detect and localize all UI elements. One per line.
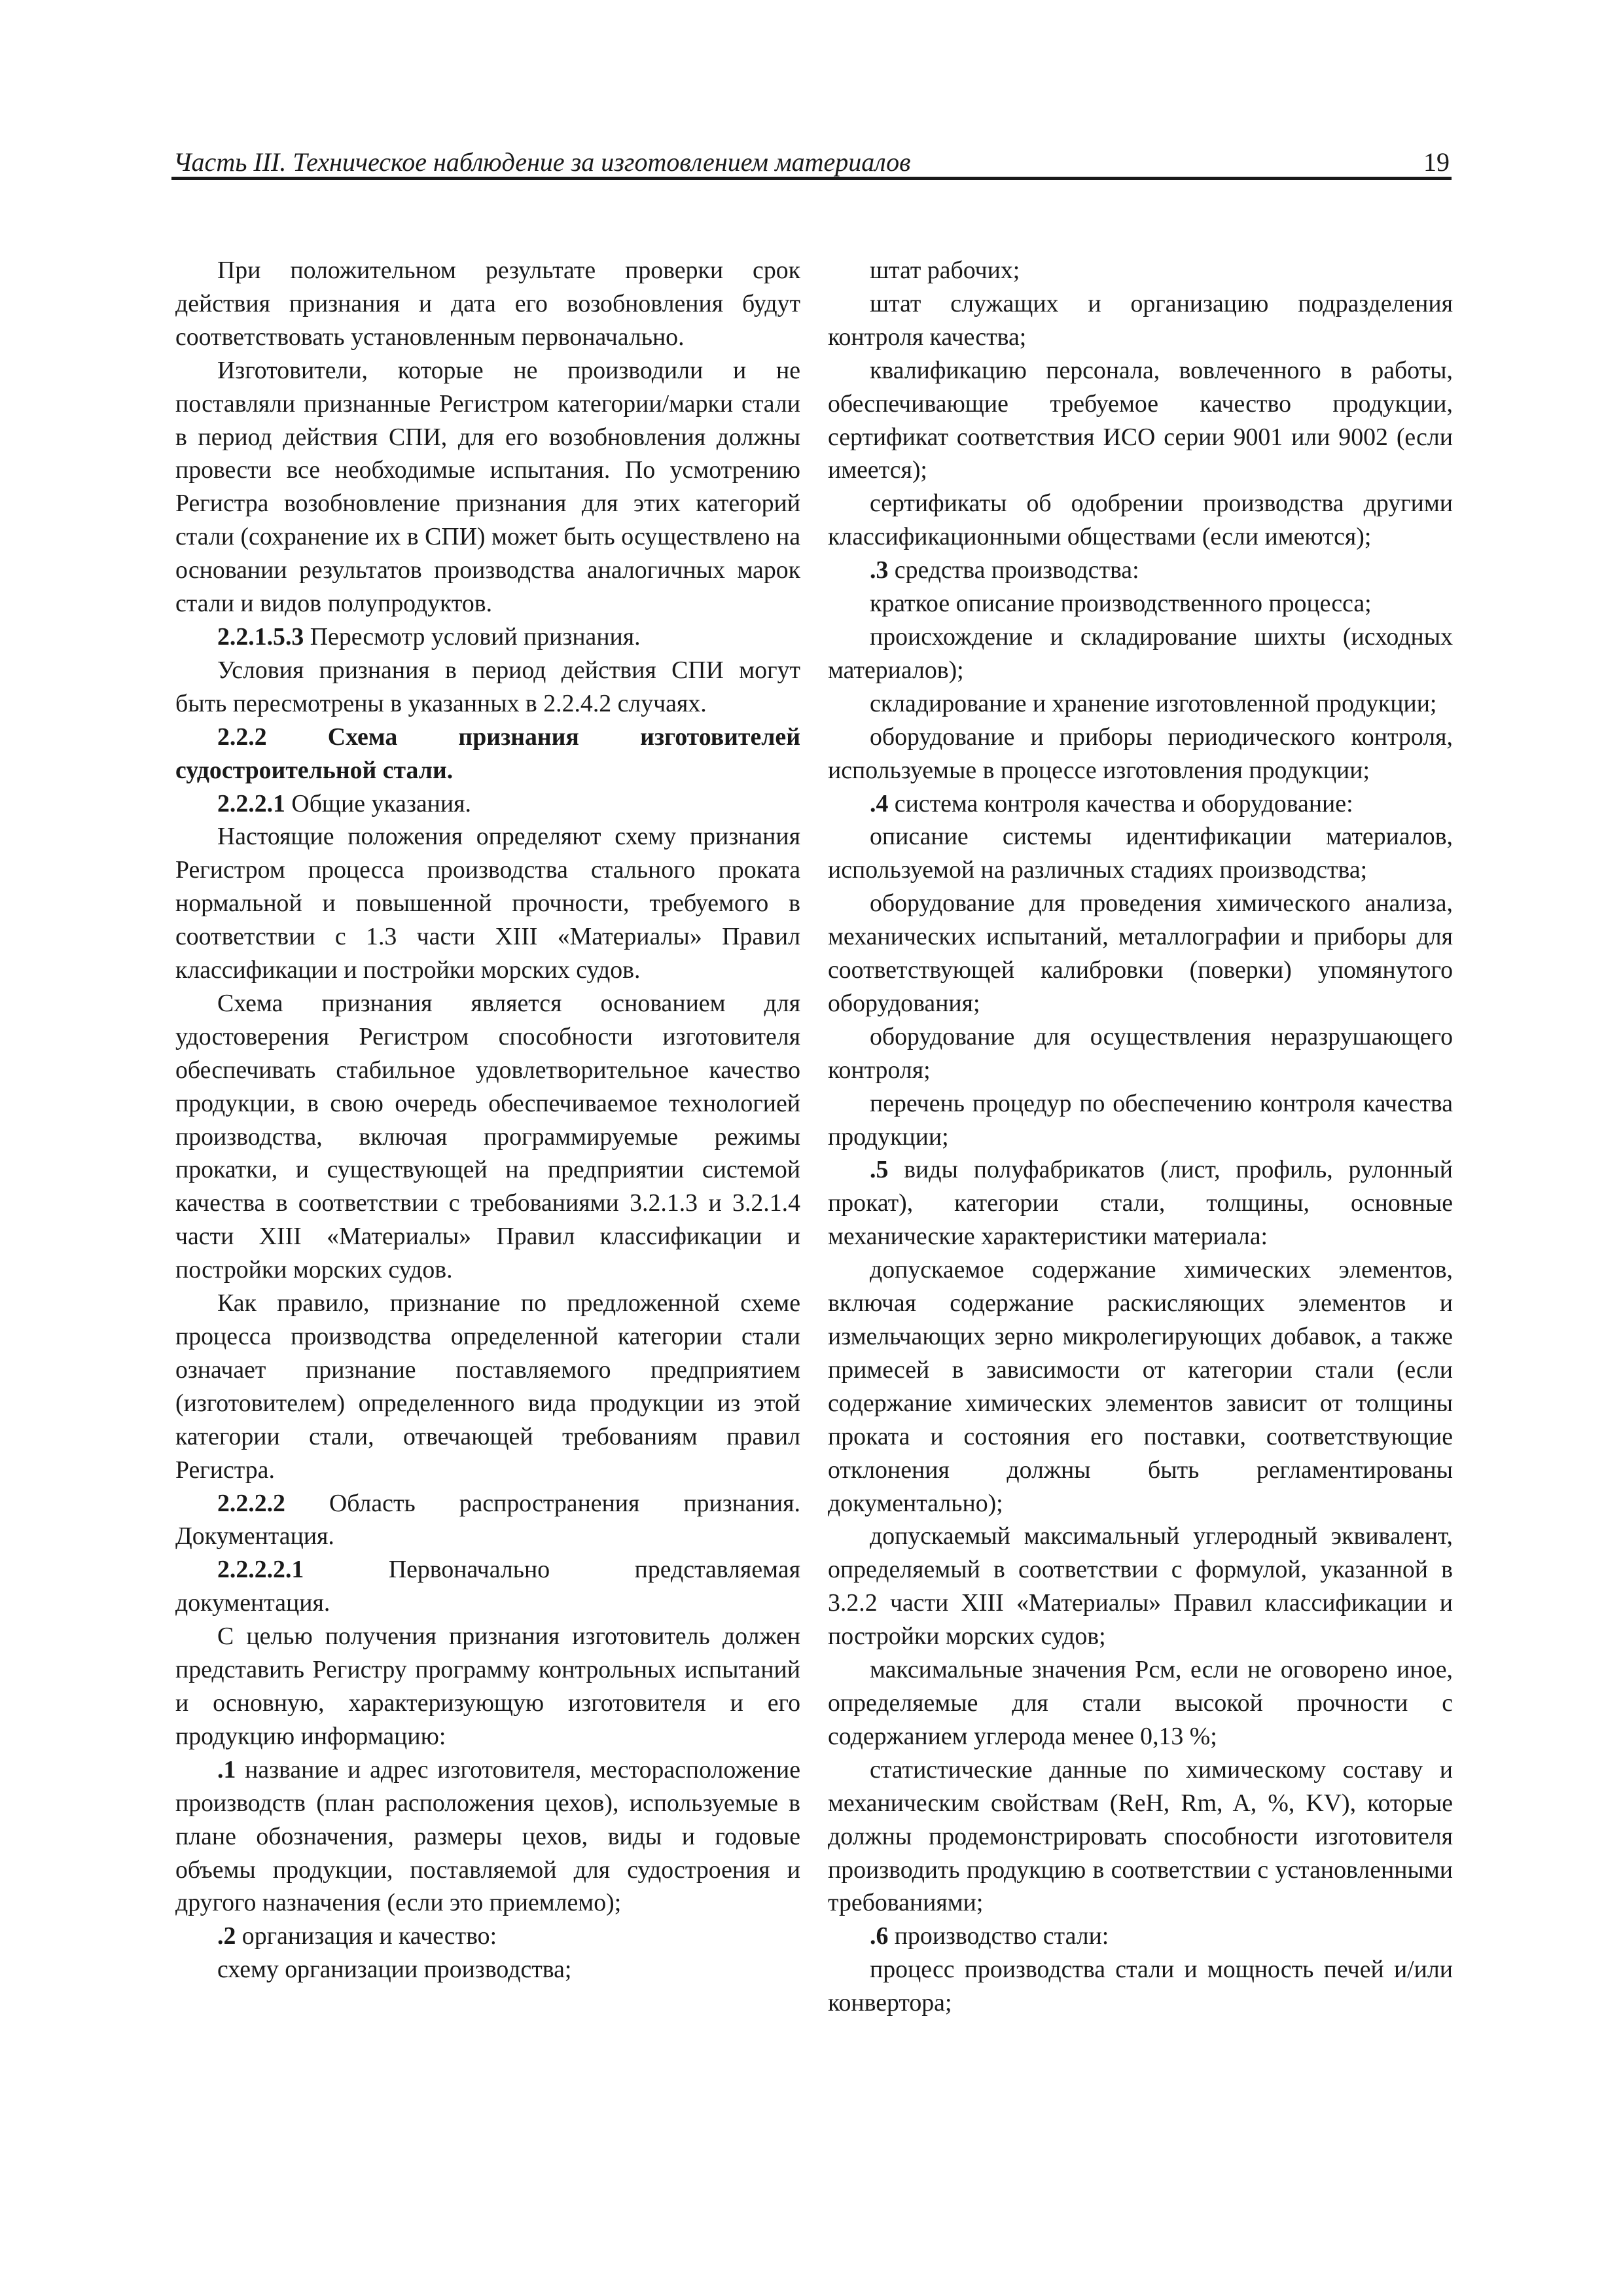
paragraph-text: штат рабочих; (870, 257, 1020, 284)
paragraph (175, 620, 800, 654)
paragraph-text: Как правило, признание по предложенной схеме процесса производства определенной категории стали означает признание поставляемого предприятием (изготовителем) определенного вида продукции из этой категории стали, отвечающей требованиям правил Регистра. (175, 1289, 800, 1484)
paragraph (175, 354, 800, 620)
paragraph-text: система контроля качества и оборудование: (888, 789, 1353, 817)
paragraph-text: процесс производства стали и мощность печей и/или конвертора; (828, 1956, 1453, 2017)
left-column (175, 254, 800, 1986)
paragraph (828, 1920, 1453, 1953)
paragraph-text: перечень процедур по обеспечению контроля качества продукции; (828, 1089, 1453, 1151)
paragraph (175, 1620, 800, 1753)
page-number: 19 (1423, 147, 1450, 177)
paragraph (828, 1953, 1453, 2020)
paragraph (828, 687, 1453, 721)
paragraph-text: средства производства: (888, 556, 1139, 584)
paragraph-text: оборудование для проведения химического анализа, механических испытаний, металлографии и приборы для соответствующей калибровки (поверки) упомянутого оборудования; (828, 889, 1453, 1017)
paragraph-text: Условия признания в период действия СПИ могут быть пересмотрены в указанных в 2.2.4.2 случаях. (175, 656, 800, 717)
paragraph-lead: 2.2.2 Схема признания изготовителей судостроительной стали. (175, 723, 800, 784)
paragraph-lead: 2.2.1.5.3 (217, 622, 304, 651)
paragraph-text: допускаемый максимальный углеродный эквивалент, определяемый в соответствии с формулой, указанной в 3.2.2 части XIII «Материалы» Правил классификации и постройки морских судов; (828, 1522, 1453, 1651)
paragraph (828, 554, 1453, 587)
paragraph-lead: .2 (217, 1922, 236, 1950)
running-header (173, 143, 1450, 182)
paragraph-text: максимальные значения Pсм, если не оговорено иное, определяемые для стали высокой прочности с содержанием углерода менее 0,13 %; (828, 1656, 1453, 1750)
paragraph-text: штат служащих и организацию подразделения контроля качества; (828, 289, 1453, 351)
paragraph (175, 1920, 800, 1953)
paragraph (828, 1020, 1453, 1087)
paragraph-text: Настоящие положения определяют схему признания Регистром процесса производства стального проката нормальной и повышенной прочности, требуемого в соответствии с 1.3 части XIII «Материалы» Правил классификации и постройки морских судов. (175, 823, 800, 984)
paragraph (828, 487, 1453, 554)
paragraph-text: Пересмотр условий признания. (304, 622, 641, 651)
paragraph-text: краткое описание производственного процесса; (870, 590, 1372, 618)
paragraph (828, 620, 1453, 687)
paragraph-text: Схема признания является основанием для удостоверения Регистром способности изготовителя обеспечивать стабильное удовлетворительное качество продукции, в свою очередь обеспечиваемое технологией производства, включая программируемые режимы прокатки, и существующей на предприятии системой качества в соответствии с требованиями 3.2.1.3 и 3.2.1.4 части XIII «Материалы» Правил классификации и постройки морских судов. (175, 989, 800, 1284)
paragraph (175, 721, 800, 787)
paragraph (175, 1287, 800, 1486)
paragraph-text: сертификаты об одобрении производства другими классификационными обществами (если имеются); (828, 490, 1453, 551)
header-title: Часть III. Техническое наблюдение за изготовлением материалов (173, 147, 911, 177)
paragraph-text: описание системы идентификации материалов, используемой на различных стадиях производства; (828, 823, 1453, 884)
paragraph (828, 787, 1453, 821)
paragraph (828, 1253, 1453, 1520)
header-rule (171, 177, 1452, 180)
paragraph-text: производство стали: (888, 1922, 1109, 1950)
paragraph (828, 1520, 1453, 1653)
paragraph-lead: .6 (870, 1922, 889, 1950)
paragraph (828, 1753, 1453, 1920)
paragraph-text: допускаемое содержание химических элементов, включая содержание раскисляющих элементов и измельчающих зерно микролегирующих добавок, а также примесей в зависимости от категории стали (если содержание химических элементов зависит от толщины проката и состояния его поставки, соответствующие отклонения должны быть регламентированы документально); (828, 1256, 1453, 1517)
paragraph (828, 887, 1453, 1020)
paragraph-lead: 2.2.2.2.1 (217, 1556, 304, 1584)
paragraph (828, 287, 1453, 354)
paragraph-lead: .4 (870, 789, 889, 817)
paragraph (828, 354, 1453, 488)
paragraph-lead: .1 (217, 1755, 236, 1784)
paragraph (175, 254, 800, 354)
paragraph-text: С целью получения признания изготовитель должен представить Регистру программу контрольных испытаний и основную, характеризующую изготовителя и его продукцию информацию: (175, 1623, 800, 1750)
paragraph-text: складирование и хранение изготовленной продукции; (870, 689, 1437, 717)
paragraph (175, 654, 800, 721)
paragraph-lead: 2.2.2.2 (217, 1489, 285, 1517)
paragraph (828, 1153, 1453, 1253)
paragraph-lead: .5 (870, 1156, 889, 1184)
paragraph (175, 787, 800, 821)
paragraph-text: статистические данные по химическому составу и механическим свойствам (ReH, Rm, A, %, KV), которые должны продемонстрировать способности изготовителя производить продукцию в соответствии с установленными требованиями; (828, 1755, 1453, 1917)
paragraph (175, 1553, 800, 1620)
right-column (828, 254, 1453, 2020)
paragraph (175, 1753, 800, 1920)
paragraph (828, 1653, 1453, 1753)
paragraph-text: Область распространения признания. Документация. (175, 1489, 800, 1551)
paragraph-text: При положительном результате проверки срок действия признания и дата его возобновления будут соответствовать установленным первоначально. (175, 257, 800, 351)
paragraph (828, 820, 1453, 887)
paragraph (828, 721, 1453, 787)
paragraph-text: оборудование и приборы периодического контроля, используемые в процессе изготовления продукции; (828, 723, 1453, 784)
paragraph (828, 587, 1453, 620)
paragraph-text: квалификацию персонала, вовлеченного в работы, обеспечивающие требуемое качество продукции, сертификат соответствия ИСО серии 9001 или 9002 (если имеется); (828, 356, 1453, 484)
paragraph-lead: .3 (870, 556, 889, 584)
paragraph-text: виды полуфабрикатов (лист, профиль, рулонный прокат), категории стали, толщины, основные механические характеристики материала: (828, 1156, 1453, 1251)
paragraph (828, 1087, 1453, 1154)
paragraph-text: Первоначально представляемая документация. (175, 1556, 800, 1617)
paragraph-text: Изготовители, которые не производили и не поставляли признанные Регистром категории/марки стали в период действия СПИ, для его возобновления должны провести все необходимые испытания. По усмотрению Регистра возобновление признания для этих категорий стали (сохранение их в СПИ) может быть осуществлено на основании результатов производства аналогичных марок стали и видов полупродуктов. (175, 356, 800, 618)
paragraph-text: Общие указания. (285, 789, 471, 817)
paragraph (175, 1487, 800, 1554)
paragraph (175, 987, 800, 1287)
paragraph-text: организация и качество: (236, 1922, 497, 1950)
paragraph (175, 820, 800, 987)
paragraph-text: оборудование для осуществления неразрушающего контроля; (828, 1022, 1453, 1084)
paragraph-text: происхождение и складирование шихты (исходных материалов); (828, 622, 1453, 684)
paragraph-text: название и адрес изготовителя, месторасположение производств (план расположения цехов), используемые в плане обозначения, размеры цехов, виды и годовые объемы продукции, поставляемой для судостроения и другого назначения (если это приемлемо); (175, 1755, 800, 1917)
paragraph (175, 1953, 800, 1986)
paragraph-text: схему организации производства; (217, 1956, 572, 1984)
paragraph (828, 254, 1453, 287)
paragraph-lead: 2.2.2.1 (217, 789, 285, 817)
